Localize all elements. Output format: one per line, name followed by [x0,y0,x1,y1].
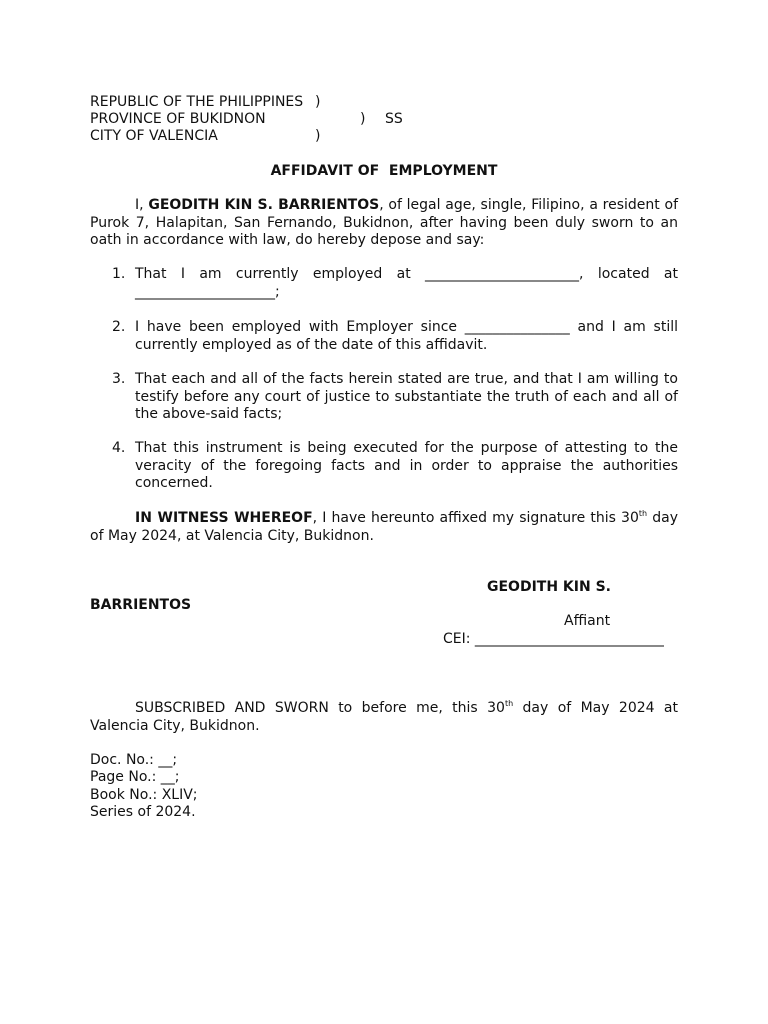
witness-text-2: day of May 2024, at Valencia City, Bukidnon. [90,510,679,544]
jurat-text-1: SUBSCRIBED AND SWORN to before me, this 30 [135,700,505,716]
notarial-series: Series of 2024. [90,804,196,820]
list-item [90,319,678,354]
list-item [90,440,678,493]
witness-ordinal: th [638,509,648,518]
list-item-text: That I am currently employed at ______________________, located at ____________________; [135,266,678,300]
cei-blank-line: ___________________________ [474,631,664,647]
witness-text-1: , I have hereunto affixed my signature this 30 [312,510,639,526]
signature-name-part2: BARRIENTOS [90,597,192,613]
document-title: AFFIDAVIT OF EMPLOYMENT [270,163,498,179]
cei-field [443,631,664,649]
list-item-number: 2. [112,319,126,335]
list-item [90,371,678,424]
list-item [90,266,678,301]
notarial-page-no: Page No.: __; [90,769,180,785]
list-item-text: That this instrument is being executed for the purpose of attesting to the veracity of the foregoing facts and in order to appraise the authorities concerned. [135,440,678,491]
intro-prefix: I, [135,197,149,213]
cei-label: CEI: [443,631,475,647]
jurat-ordinal: th [504,699,514,708]
witness-lead: IN WITNESS WHEREOF [135,510,313,526]
venue-line-city: CITY OF VALENCIA [90,128,218,144]
list-item-text: That each and all of the facts herein stated are true, and that I am willing to testify before any court of justice to substantiate the truth of each and all of the above-said facts; [135,371,678,422]
venue-paren-3: ) [315,128,321,144]
venue-ss: SS [385,111,403,127]
venue-line-province: PROVINCE OF BUKIDNON [90,111,266,127]
venue-line-republic: REPUBLIC OF THE PHILIPPINES [90,94,304,110]
intro-rest: , of legal age, single, Filipino, a resident of Purok 7, Halapitan, San Fernando, Bukidnon, after having been duly sworn to an oath in accordance with law, do hereby depose and say: [90,197,678,248]
venue-paren-1: ) [315,94,321,110]
list-item-number: 1. [112,266,126,282]
list-item-text: I have been employed with Employer since _______________ and I am still currently employed as of the date of this affidavit. [135,319,678,353]
intro-paragraph [90,197,678,250]
affiant-name: GEODITH KIN S. BARRIENTOS [148,197,380,213]
notarial-book-no: Book No.: XLIV; [90,787,198,803]
signature-role: Affiant [564,613,611,629]
jurat-text-2: day of May 2024 at Valencia City, Bukidnon. [90,700,678,734]
list-item-number: 3. [112,371,126,387]
notarial-doc-no: Doc. No.: __; [90,752,178,768]
signature-name-part1: GEODITH KIN S. [487,579,611,595]
list-item-number: 4. [112,440,126,456]
venue-paren-2: ) [360,111,366,127]
witness-paragraph [90,510,678,545]
jurat-paragraph [90,700,678,735]
